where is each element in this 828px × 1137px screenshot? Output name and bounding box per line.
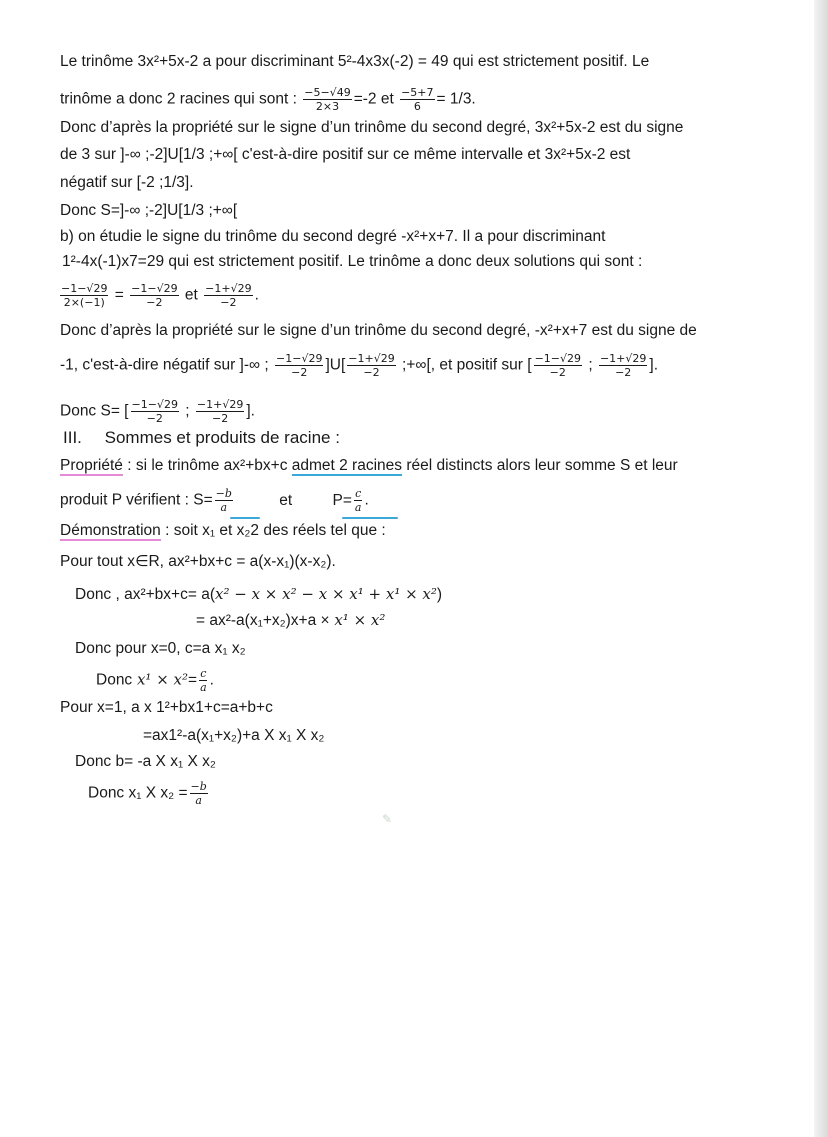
equals: = (188, 671, 198, 689)
fraction (599, 352, 647, 379)
line-propriete-signe-b: Donc d’après la propriété sur le signe d’un trinôme du second degré, -x²+x+7 est du signe de (60, 322, 697, 339)
fraction (190, 780, 208, 807)
line-x-egal-1-suite: =ax1²-a(x₁+x₂)+a X x₁ X x₂ (143, 727, 325, 744)
text: ]. (246, 402, 255, 420)
numerator: −1−√29 (131, 398, 178, 411)
line-discriminant: Le trinôme 3x²+5x-2 a pour discriminant 5²-4x3x(-2) = 49 qui est strictement positif. Le (60, 53, 650, 70)
numerator: −1+√29 (196, 398, 244, 411)
text: -1, c'est-à-dire négatif sur ]-∞ ; (60, 356, 269, 374)
denominator: 2×(−1) (63, 296, 105, 309)
line-solutions-fractions (58, 282, 259, 309)
fraction (303, 86, 351, 113)
text: ]. (649, 356, 659, 374)
heading-title: Sommes et produits de racine : (104, 428, 340, 447)
section-heading (63, 428, 340, 448)
text: . (364, 491, 369, 509)
denominator: −2 (146, 296, 163, 309)
line-signe-intervalle: de 3 sur ]-∞ ;-2]U[1/3 ;+∞[ c'est-à-dire positif sur ce même intervalle et 3x²+5x-2 est (60, 146, 631, 163)
text: ) (436, 586, 443, 603)
numerator: −1+√29 (599, 352, 647, 365)
line-conclusion (88, 780, 210, 807)
denominator: −2 (363, 366, 380, 379)
fraction (60, 282, 108, 309)
line-racines (60, 86, 476, 113)
denominator: −2 (220, 296, 237, 309)
numerator: −1−√29 (276, 352, 323, 365)
fraction (354, 487, 363, 514)
text: . (254, 286, 259, 304)
denominator: −2 (146, 412, 163, 425)
denominator: 2×3 (315, 100, 340, 113)
denominator: −2 (212, 412, 229, 425)
math-expression: x¹ × x² (132, 670, 189, 689)
blue-underline-mark (230, 517, 260, 519)
text: ; (185, 402, 190, 420)
text: = ax²-a(x₁+x₂)x+a × (196, 612, 330, 629)
text: ; (588, 356, 593, 374)
line-x-egal-1: Pour x=1, a x 1²+bx1+c=a+b+c (60, 699, 273, 716)
denominator: a (200, 681, 207, 694)
denominator: a (195, 794, 202, 807)
denominator: −2 (615, 366, 632, 379)
line-solution-s: Donc S=]-∞ ;-2]U[1/3 ;+∞[ (60, 202, 238, 219)
denominator: 6 (413, 100, 421, 113)
text: Donc S= [ (60, 402, 129, 420)
line-demonstration (60, 521, 386, 541)
line-produit (96, 667, 214, 694)
line-part-b: b) on étudie le signe du trinôme du second degré -x²+x+7. Il a pour discriminant (60, 228, 606, 245)
line-developpement (75, 584, 442, 605)
pencil-mark: ✎ (382, 812, 393, 826)
line-pour-tout-x: Pour tout x∈R, ax²+bx+c = a(x-x₁)(x-x₂). (60, 553, 336, 570)
text: P= (332, 491, 352, 509)
numerator: −1−√29 (534, 352, 582, 365)
text: trinôme a donc 2 racines qui sont : (60, 90, 297, 108)
line-solution-s-b (60, 398, 255, 425)
text: ;+∞[, et positif sur [ (402, 356, 532, 374)
denominator: a (354, 501, 362, 514)
propriete-label: Propriété (60, 457, 123, 474)
line-propriete-signe: Donc d’après la propriété sur le signe d’un trinôme du second degré, 3x²+5x-2 est du signe (60, 119, 684, 136)
numerator: −5+7 (401, 86, 434, 99)
numerator: −5−√49 (304, 86, 351, 99)
math-expression: x² − x × x² − x × x¹ + x¹ × x² (215, 585, 437, 603)
fraction (130, 282, 178, 309)
text: Donc x₁ X x₂ = (88, 784, 188, 802)
text: . (209, 671, 214, 689)
line-somme-produit (60, 487, 369, 514)
fraction (400, 86, 434, 113)
text: produit P vérifient : S= (60, 491, 213, 509)
line-b-egal: Donc b= -a X x₁ X x₂ (75, 753, 216, 770)
fraction (347, 352, 395, 379)
equals: = (114, 286, 124, 304)
text: =-2 et (353, 90, 394, 108)
line-developpement-2 (196, 610, 385, 631)
text: et (279, 491, 293, 509)
fraction (199, 667, 208, 694)
text: = 1/3. (436, 90, 476, 108)
line-propriete (60, 456, 678, 476)
fraction (534, 352, 582, 379)
text: réel distincts alors leur somme S et leur (402, 457, 678, 474)
numerator: −b (215, 487, 232, 500)
fraction (204, 282, 252, 309)
line-x-egal-0: Donc pour x=0, c=a x₁ x₂ (75, 640, 246, 657)
numerator: −1−√29 (131, 282, 178, 295)
numerator: −1+√29 (348, 352, 395, 365)
text: Donc , ax²+bx+c= a( (75, 586, 215, 603)
numerator: c (200, 667, 207, 680)
math-expression: x¹ × x² (329, 611, 386, 629)
numerator: c (355, 487, 362, 500)
highlight-racines: admet 2 racines (291, 457, 403, 474)
denominator: a (220, 501, 228, 514)
text: ]U[ (325, 356, 346, 374)
fraction (215, 487, 233, 514)
fraction (131, 398, 179, 425)
fraction (275, 352, 323, 379)
line-negatif: négatif sur [-2 ;1/3]. (60, 174, 194, 191)
line-negatif-positif (60, 352, 658, 379)
denominator: −2 (549, 366, 566, 379)
fraction (196, 398, 244, 425)
numerator: −1+√29 (205, 282, 252, 295)
text: : soit x₁ et x₂2 des réels tel que : (160, 522, 386, 539)
text: Donc (96, 671, 133, 689)
demonstration-label: Démonstration (60, 522, 161, 539)
numerator: −1−√29 (61, 282, 108, 295)
blue-underline-mark (342, 517, 398, 519)
text: et (184, 286, 198, 304)
text: : si le trinôme ax²+bx+c (122, 457, 292, 474)
numerator: −b (190, 780, 207, 793)
denominator: −2 (291, 366, 308, 379)
line-discriminant-29: 1²-4x(-1)x7=29 qui est strictement positif. Le trinôme a donc deux solutions qui sont : (62, 253, 643, 270)
heading-number: III. (63, 428, 82, 447)
